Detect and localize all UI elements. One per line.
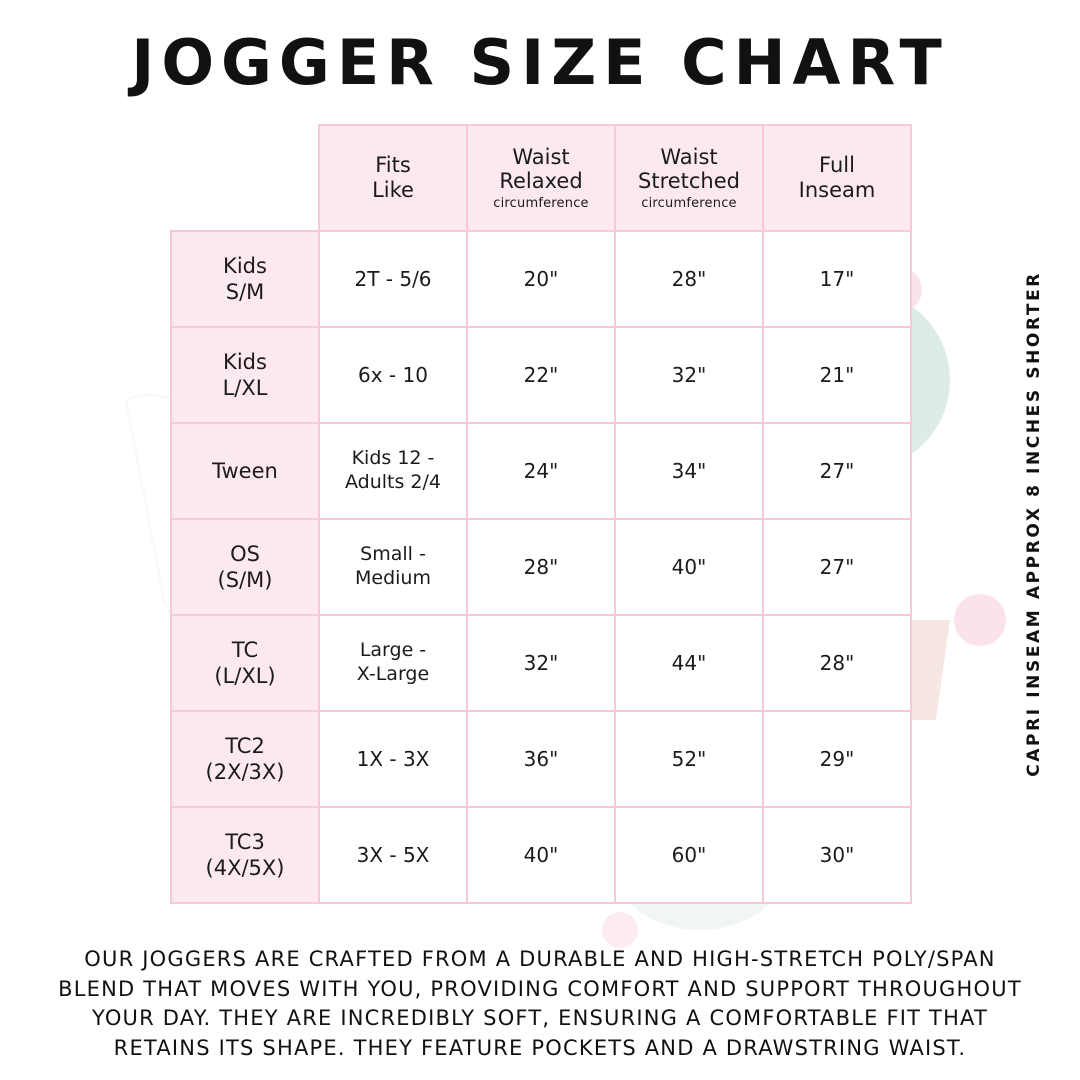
- row-fits-line2: Adults 2/4: [344, 471, 441, 493]
- row-size-line2: S/M: [225, 280, 265, 304]
- header-fits-like: [319, 125, 467, 231]
- header-fits-like-line1: Fits: [375, 153, 411, 178]
- table-row: [171, 327, 911, 423]
- row-full-inseam: 28": [763, 615, 911, 711]
- table-row: [171, 423, 911, 519]
- header-waist-stretched-line2: Stretched: [638, 169, 740, 194]
- header-waist-relaxed: [467, 125, 615, 231]
- row-waist-relaxed: 32": [467, 615, 615, 711]
- row-waist-stretched: 60": [615, 807, 763, 903]
- row-fits-like: [319, 519, 467, 615]
- row-fits-line1: Small -: [360, 543, 426, 566]
- row-size-line1: Kids: [223, 349, 267, 374]
- table-row: [171, 615, 911, 711]
- row-size-label: [171, 327, 319, 423]
- row-waist-stretched: 32": [615, 327, 763, 423]
- row-fits-line1: 3X - 5X: [356, 842, 430, 867]
- row-full-inseam: 17": [763, 231, 911, 327]
- row-fits-line1: Large -: [359, 639, 427, 662]
- header-waist-stretched: [615, 125, 763, 231]
- header-full-inseam-line2: Inseam: [798, 178, 876, 202]
- row-full-inseam: 27": [763, 423, 911, 519]
- row-size-line2: (4X/5X): [205, 856, 285, 880]
- row-size-line1: TC2: [225, 733, 265, 758]
- row-size-label: [171, 519, 319, 615]
- table-row: [171, 231, 911, 327]
- row-size-label: [171, 711, 319, 807]
- row-waist-relaxed: 24": [467, 423, 615, 519]
- row-waist-stretched: 28": [615, 231, 763, 327]
- row-size-line2: L/XL: [222, 376, 268, 400]
- capri-inseam-note: [1014, 244, 1054, 804]
- row-waist-relaxed: 40": [467, 807, 615, 903]
- header-corner-blank: [171, 125, 319, 231]
- header-waist-relaxed-line1: Waist: [512, 144, 570, 169]
- row-size-line1: TC: [231, 637, 259, 662]
- row-fits-like: [319, 327, 467, 423]
- row-fits-like: [319, 807, 467, 903]
- row-size-line2: (L/XL): [214, 664, 276, 688]
- row-fits-line1: 1X - 3X: [356, 746, 430, 771]
- row-size-line2: (2X/3X): [205, 760, 285, 784]
- row-fits-like: [319, 615, 467, 711]
- row-size-label: [171, 231, 319, 327]
- row-waist-stretched: 40": [615, 519, 763, 615]
- row-fits-like: [319, 423, 467, 519]
- footer-description: OUR JOGGERS ARE CRAFTED FROM A DURABLE AND HIGH-STRETCH POLY/SPAN BLEND THAT MOVES WITH YOU, PROVIDING COMFORT AND SUPPORT THROUGHOUT YOUR DAY. THEY ARE INCREDIBLY SOFT, ENSURING A COMFORTABLE FIT THAT RETAINS ITS SHAPE. THEY FEATURE POCKETS AND A DRAWSTRING WAIST.: [58, 946, 1022, 1061]
- row-full-inseam: 30": [763, 807, 911, 903]
- row-fits-like: [319, 711, 467, 807]
- row-size-line1: OS: [230, 541, 260, 566]
- row-fits-like: [319, 231, 467, 327]
- size-chart-container: [170, 124, 910, 904]
- header-waist-stretched-sub: circumference: [641, 196, 737, 212]
- row-size-line1: Kids: [223, 253, 267, 278]
- row-waist-relaxed: 28": [467, 519, 615, 615]
- row-fits-line1: 2T - 5/6: [354, 266, 432, 291]
- header-full-inseam-line1: Full: [819, 153, 855, 178]
- table-row: [171, 711, 911, 807]
- row-size-label: [171, 423, 319, 519]
- capri-inseam-note-text: CAPRI INSEAM APPROX 8 INCHES SHORTER: [1024, 271, 1044, 777]
- row-waist-stretched: 34": [615, 423, 763, 519]
- row-full-inseam: 29": [763, 711, 911, 807]
- table-header-row: [171, 125, 911, 231]
- table-row: [171, 807, 911, 903]
- row-waist-stretched: 44": [615, 615, 763, 711]
- size-chart-table: [170, 124, 912, 904]
- header-fits-like-line2: Like: [372, 178, 414, 202]
- row-waist-relaxed: 20": [467, 231, 615, 327]
- row-size-label: [171, 807, 319, 903]
- row-waist-relaxed: 22": [467, 327, 615, 423]
- header-waist-relaxed-line2: Relaxed: [499, 169, 583, 194]
- row-fits-line1: Kids 12 -: [351, 447, 435, 470]
- row-size-label: [171, 615, 319, 711]
- row-full-inseam: 27": [763, 519, 911, 615]
- row-size-line2: (S/M): [217, 568, 273, 592]
- row-fits-line2: X-Large: [356, 663, 430, 685]
- header-full-inseam: [763, 125, 911, 231]
- row-fits-line2: Medium: [355, 567, 431, 589]
- row-size-line1: TC3: [225, 829, 265, 854]
- header-waist-relaxed-sub: circumference: [493, 196, 589, 212]
- row-full-inseam: 21": [763, 327, 911, 423]
- table-row: [171, 519, 911, 615]
- header-waist-stretched-line1: Waist: [660, 144, 718, 169]
- row-waist-stretched: 52": [615, 711, 763, 807]
- page-title: JOGGER SIZE CHART: [131, 26, 949, 99]
- row-waist-relaxed: 36": [467, 711, 615, 807]
- row-size-line1: Tween: [212, 458, 278, 483]
- row-fits-line1: 6x - 10: [358, 362, 428, 387]
